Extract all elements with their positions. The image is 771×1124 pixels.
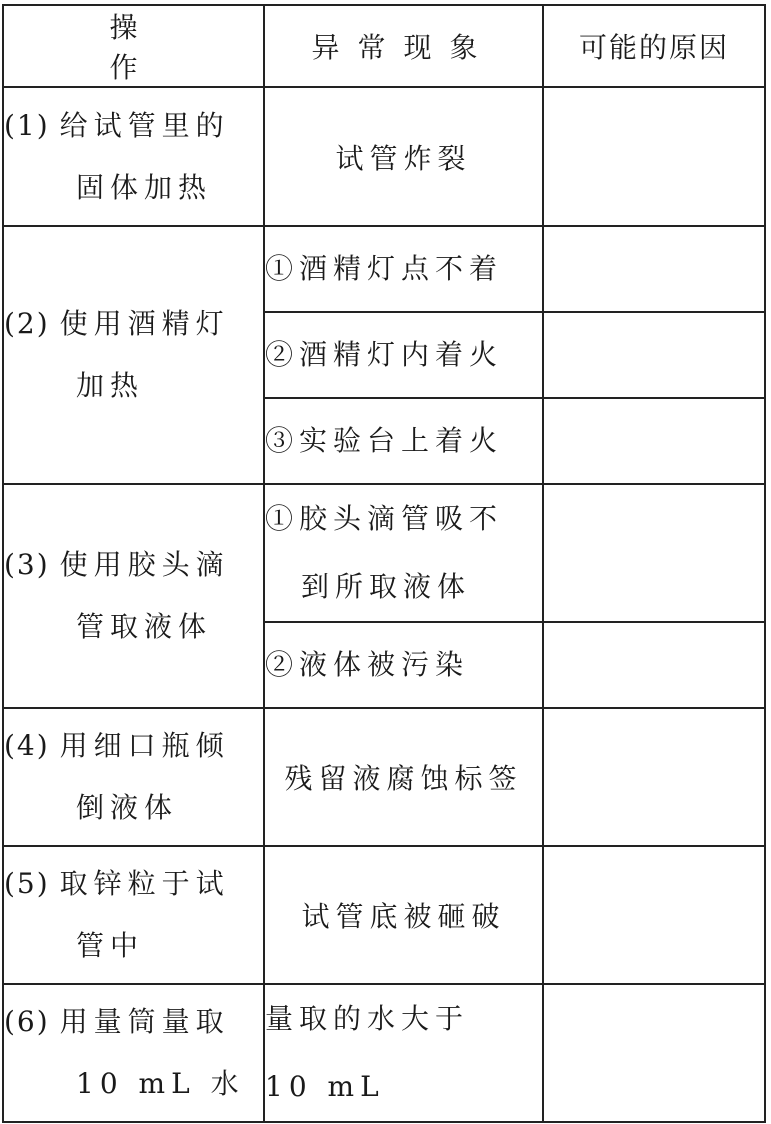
operation-line1: 用量筒量取 bbox=[59, 1005, 230, 1038]
phenomenon-cell: 试管底被砸破 bbox=[264, 846, 543, 984]
row-number: (6) bbox=[4, 1005, 50, 1038]
cause-answer-cell[interactable] bbox=[543, 708, 765, 846]
phenomenon-cell: 残留液腐蚀标签 bbox=[264, 708, 543, 846]
experiment-anomaly-table bbox=[2, 4, 766, 1123]
operation-cell bbox=[3, 87, 264, 226]
cause-answer-cell[interactable] bbox=[543, 312, 765, 398]
operation-line2: 10 mL 水 bbox=[76, 1067, 245, 1100]
operation-cell bbox=[3, 226, 264, 484]
cause-answer-cell[interactable] bbox=[543, 984, 765, 1122]
phenomenon-cell: 试管炸裂 bbox=[264, 87, 543, 226]
phenomenon-line1: 量取的水大于 bbox=[265, 1002, 470, 1035]
operation-line1: 取锌粒于试 bbox=[59, 867, 230, 900]
operation-line1: 用细口瓶倾 bbox=[59, 729, 230, 762]
row-number: (5) bbox=[4, 867, 50, 900]
phenomenon-cell: ②液体被污染 bbox=[264, 622, 543, 708]
row-number: (2) bbox=[4, 307, 50, 340]
table-row bbox=[3, 984, 765, 1122]
operation-cell bbox=[3, 708, 264, 846]
table-row bbox=[3, 708, 765, 846]
phenomenon-cell bbox=[264, 984, 543, 1122]
phenomenon-cell: ②酒精灯内着火 bbox=[264, 312, 543, 398]
cause-answer-cell[interactable] bbox=[543, 622, 765, 708]
operation-line2: 管中 bbox=[76, 929, 145, 962]
table-row bbox=[3, 484, 765, 622]
operation-line2: 固体加热 bbox=[76, 170, 213, 204]
operation-line1: 使用酒精灯 bbox=[59, 307, 230, 340]
header-operation: 操 作 bbox=[3, 5, 264, 87]
header-row bbox=[3, 5, 765, 87]
phenomenon-line1: ①胶头滴管吸不 bbox=[265, 502, 504, 535]
table-row bbox=[3, 87, 765, 226]
operation-cell bbox=[3, 984, 264, 1122]
table-row bbox=[3, 846, 765, 984]
header-phenomenon: 异常现象 bbox=[264, 5, 543, 87]
phenomenon-cell bbox=[264, 484, 543, 622]
operation-cell bbox=[3, 484, 264, 708]
phenomenon-cell: ①酒精灯点不着 bbox=[264, 226, 543, 312]
operation-line1: 使用胶头滴 bbox=[59, 548, 230, 581]
row-number: (1) bbox=[4, 108, 50, 142]
operation-line2: 加热 bbox=[76, 369, 145, 402]
cause-answer-cell[interactable] bbox=[543, 226, 765, 312]
cause-answer-cell[interactable] bbox=[543, 398, 765, 484]
header-cause: 可能的原因 bbox=[543, 5, 765, 87]
operation-line2: 倒液体 bbox=[76, 791, 179, 824]
table-row bbox=[3, 226, 765, 312]
cause-answer-cell[interactable] bbox=[543, 846, 765, 984]
phenomenon-line2: 10 mL bbox=[265, 1070, 385, 1103]
operation-line2: 管取液体 bbox=[76, 610, 213, 643]
operation-cell bbox=[3, 846, 264, 984]
cause-answer-cell[interactable] bbox=[543, 484, 765, 622]
phenomenon-cell: ③实验台上着火 bbox=[264, 398, 543, 484]
row-number: (3) bbox=[4, 548, 50, 581]
row-number: (4) bbox=[4, 729, 50, 762]
phenomenon-line2: 到所取液体 bbox=[301, 570, 472, 603]
operation-line1: 给试管里的 bbox=[59, 108, 230, 142]
cause-answer-cell[interactable] bbox=[543, 87, 765, 226]
